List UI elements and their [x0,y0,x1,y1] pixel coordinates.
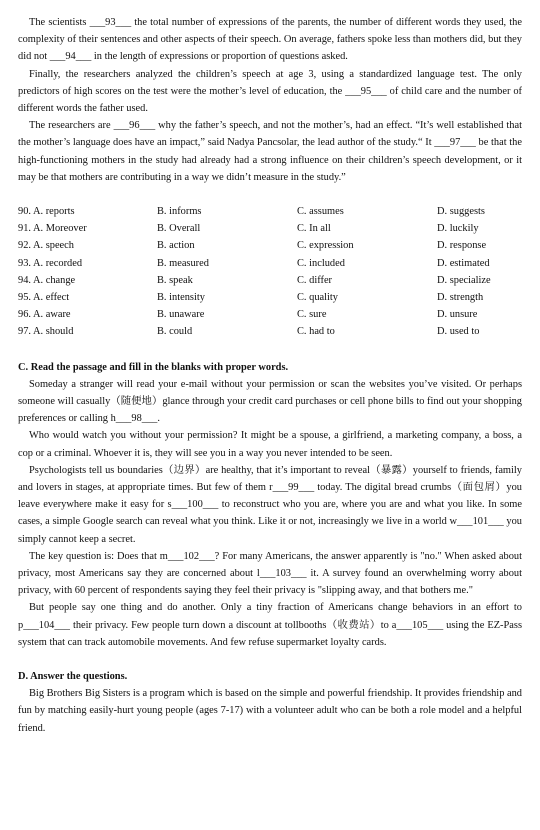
option-row [18,220,522,237]
option-a: 94. A. change [18,274,76,286]
option-a: 95. A. effect [18,291,70,303]
option-d: D. response [437,240,487,252]
option-a: 93. A. recorded [18,257,83,269]
section-heading: D. Answer the questions. [18,670,128,682]
option-b: B. action [157,240,195,252]
option-a: 96. A. aware [18,309,71,321]
option-c: C. assumes [297,206,344,218]
paragraph: The key question is: Does that m___102___? For many Americans, the answer apparently is "no." When asked about privacy, most Americans say they are concerned about l___103___ it. A survey found an overwhelming worry about privacy, with 60 percent of respondents saying they feel their privacy is "slipping away, and that bothers me." [18,550,522,597]
paragraph: Psychologists tell us boundaries（边界）are healthy, that it’s important to reveal（暴露）yourself to friends, family and lovers in stages, at appropriate times. But few of them r___99___ today. The digital bread crumbs（面包屑）you leave everywhere make it easy for s___100___ to reconstruct who you are, where you are and what you like. In some cases, a simple Google search can reveal what you think. Like it or not, increasingly we live in a world w___101___ you simply cannot keep a secret. [18,464,522,545]
option-a: 92. A. speech [18,240,74,252]
option-row [18,272,522,289]
option-a: 90. A. reports [18,206,75,218]
option-a: 97. A. should [18,326,74,338]
paragraph: Someday a stranger will read your e-mail without your permission or scan the websites you’ve visited. Or perhaps someone will casually（随便地）glance through your credit card purchases or cell phone bills to find out your shopping preferences or calling h___98___. [18,378,522,425]
option-row [18,323,522,340]
option-d: D. suggests [437,206,485,218]
option-b: B. Overall [157,223,201,235]
option-c: C. had to [297,326,335,338]
paragraph: But people say one thing and do another. Only a tiny fraction of Americans change behaviors in an effort to p___104___ their privacy. Few people turn down a discount at tollbooths（收费站）to a___105___ using the EZ-Pass system that can track automobile movements. And few refuse supermarket loyalty cards. [18,602,522,648]
option-d: D. unsure [437,309,478,321]
option-row [18,306,522,323]
paragraph: The scientists ___93___ the total number of expressions of the parents, the number of different words they used, the complexity of their sentences and other aspects of their speech. On average, fathers spoke less than mothers did, but they did not ___94___ in the length of expressions or proportion of questions asked. [18,17,522,63]
option-row [18,289,522,306]
option-row [18,237,522,254]
option-c: C. differ [297,274,333,286]
option-d: D. luckily [437,223,479,235]
option-b: B. informs [157,206,202,218]
options-table [18,203,522,341]
option-d: D. used to [437,326,480,338]
option-row [18,203,522,220]
section-heading: C. Read the passage and fill in the blanks with proper words. [18,361,289,373]
section-c [18,359,522,651]
passage-b-end [18,14,522,186]
option-c: C. quality [297,291,338,303]
option-b: B. intensity [157,291,205,303]
option-b: B. speak [157,274,193,286]
option-c: C. included [297,257,345,269]
option-b: B. could [157,326,193,338]
option-a: 91. A. Moreover [18,223,87,235]
option-d: D. strength [437,291,484,303]
option-d: D. estimated [437,257,490,269]
option-c: C. In all [297,223,331,235]
option-c: C. expression [297,240,354,252]
option-c: C. sure [297,309,327,321]
option-b: B. measured [157,257,209,269]
paragraph: Who would watch you without your permission? It might be a spouse, a girlfriend, a marketing company, a boss, a cop or a criminal. Whoever it is, they will see you in a way you never intended to be seen. [18,430,522,459]
option-row [18,255,522,272]
paragraph: The researchers are ___96___ why the father’s speech, and not the mother’s, had an effect. “It’s well established that the mother’s language does have an impact,” said Nadya Pancsolar, the lead author of the study.“ It ___97___ be that the high-functioning mothers in the study had already had a strong influence on their children’s speech development, or it may be that mothers are contributing in a way we didn’t measure in the study.” [18,120,522,183]
paragraph: Finally, the researchers analyzed the children’s speech at age 3, using a standardized language test. The only predictors of high scores on the test were the mother’s level of education, the ___95___ of child care and the number of different words the father used. [18,68,522,115]
option-d: D. specialize [437,274,491,286]
paragraph: Big Brothers Big Sisters is a program which is based on the simple and powerful friendship. It provides friendship and fun by matching easily-hurt young people (ages 7-17) with a volunteer adult who can be both a role model and a helpful friend. [18,688,522,734]
option-b: B. unaware [157,309,205,321]
section-d [18,668,522,737]
